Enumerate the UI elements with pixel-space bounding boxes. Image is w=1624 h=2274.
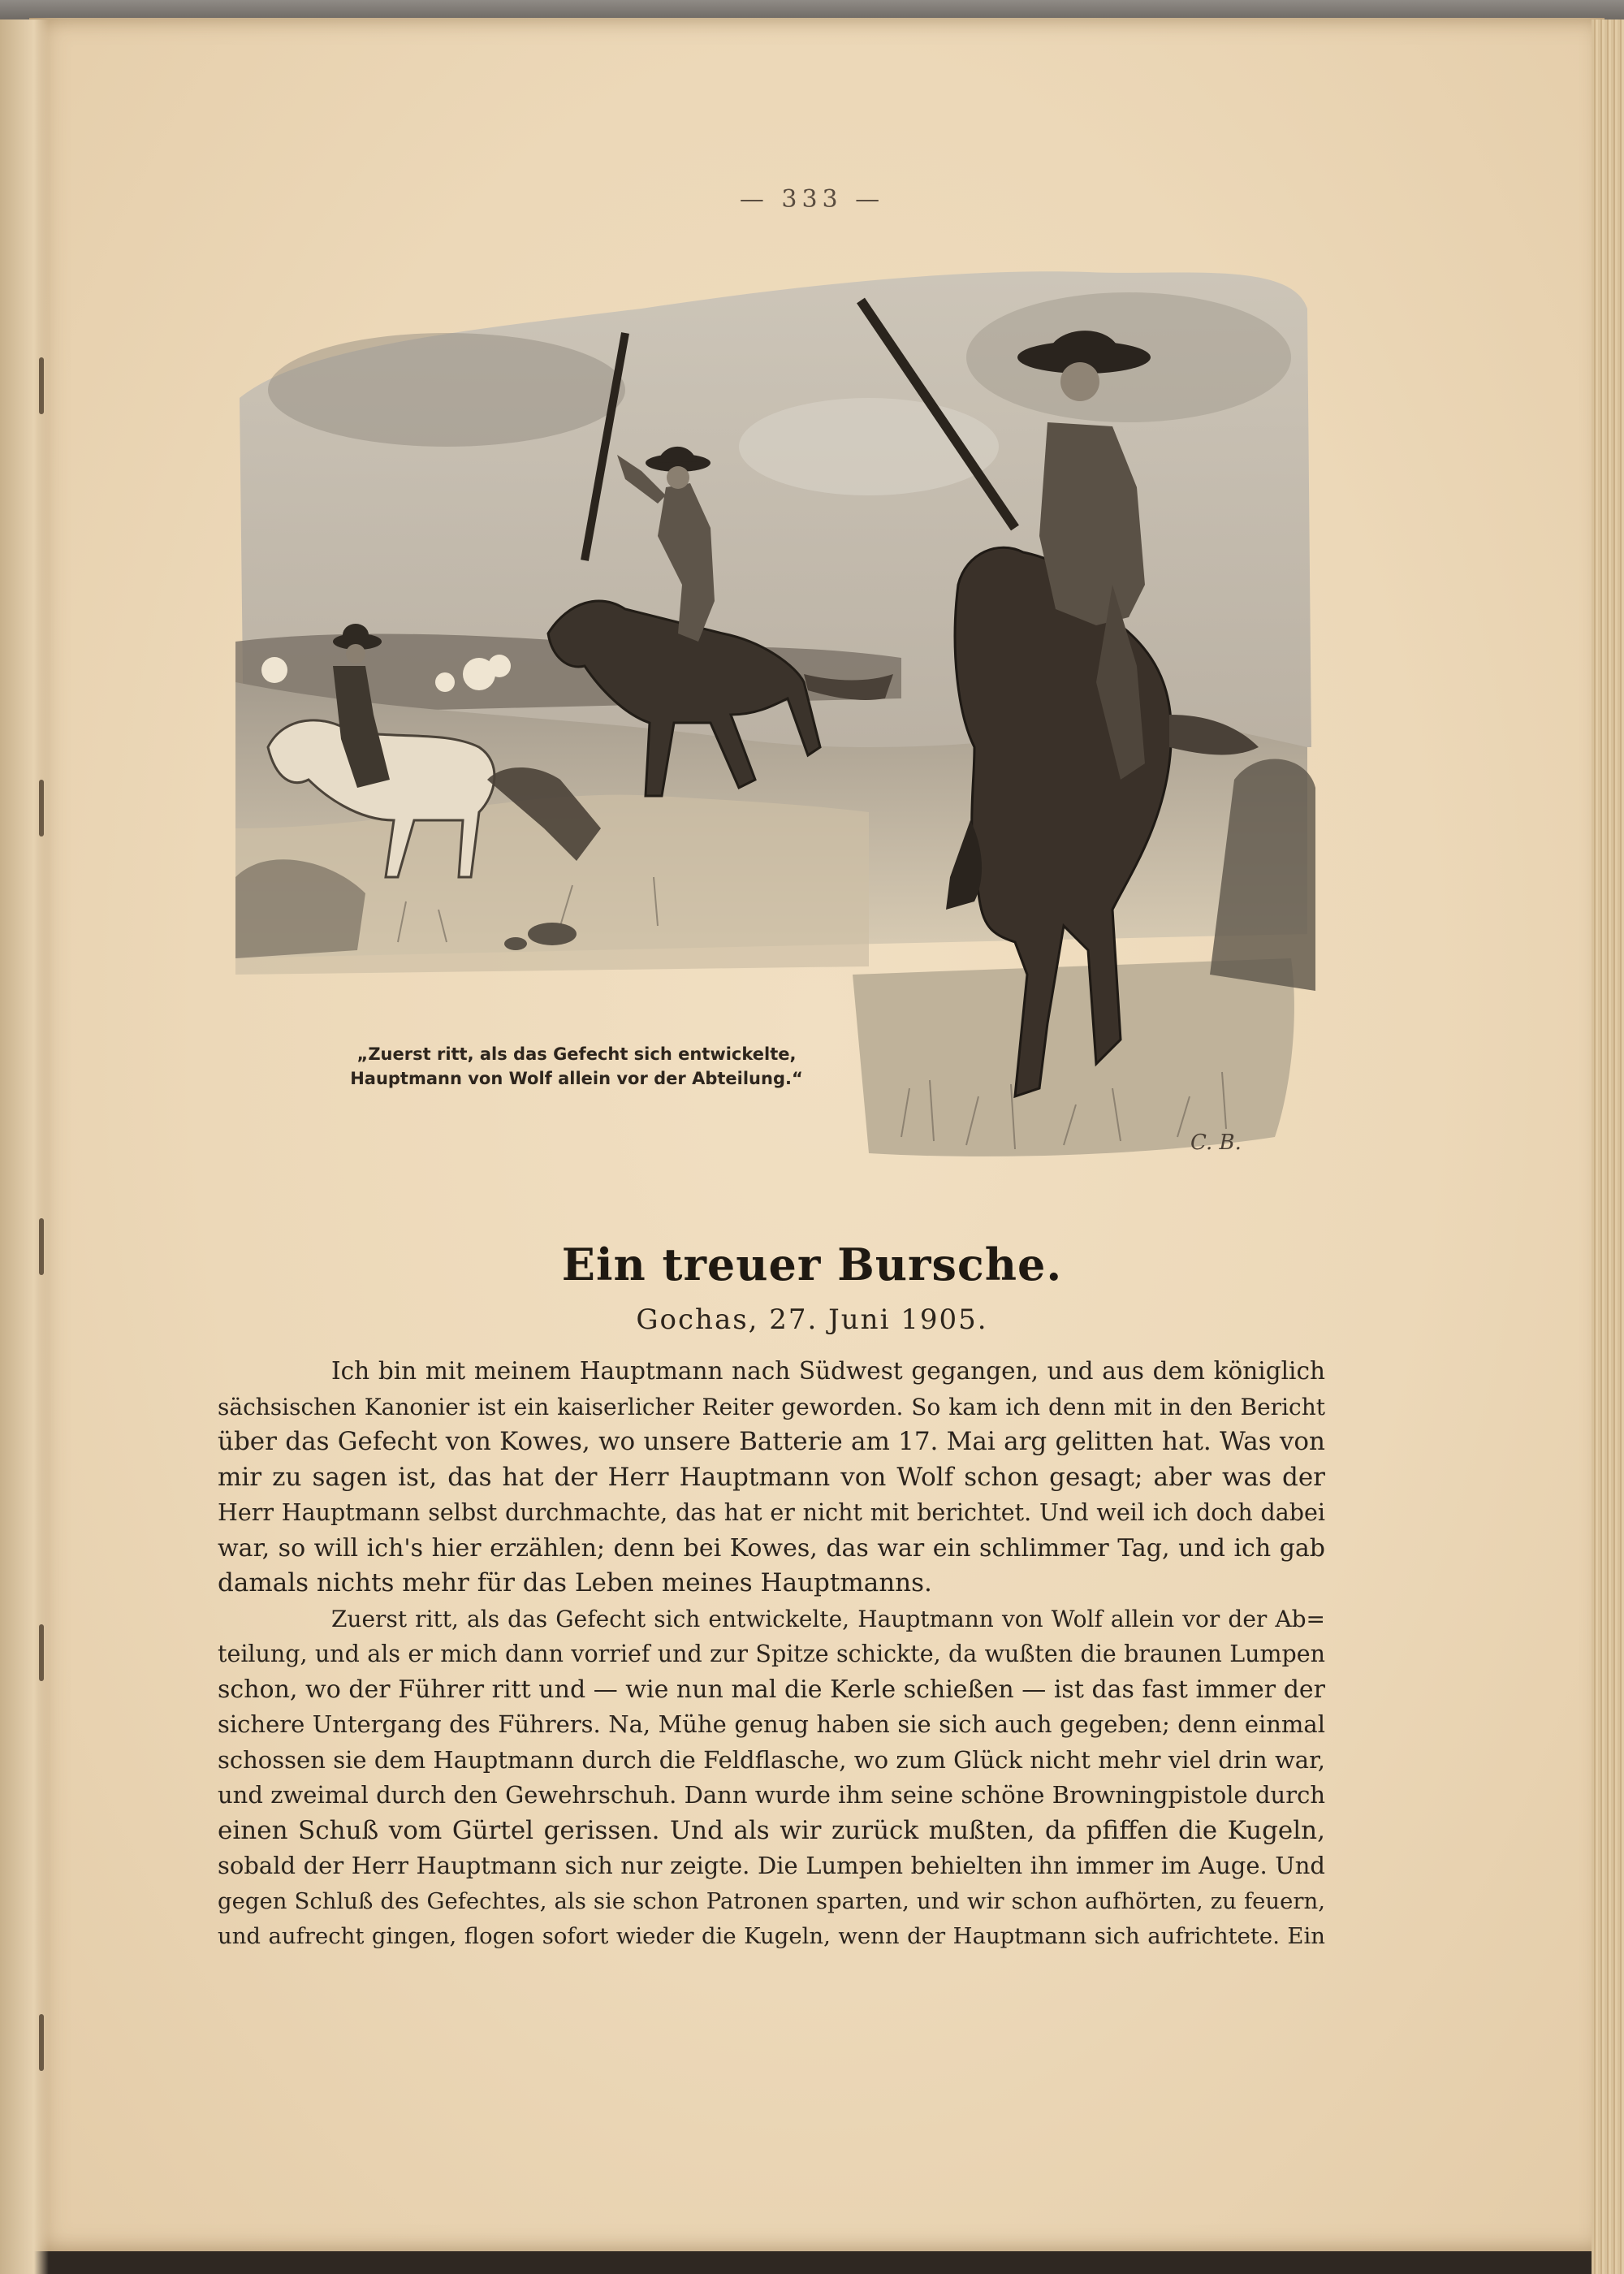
text-line: Herr Hauptmann selbst durchmachte, das hat er nicht mit berichtet. Und weil ich doch dabei (218, 1499, 1325, 1526)
binding-mark (39, 2014, 44, 2071)
page-edges (1592, 19, 1624, 2274)
text-line: schon, wo der Führer ritt und — wie nun mal die Kerle schießen — ist das fast immer der (218, 1675, 1325, 1704)
article-body (218, 1354, 1325, 1955)
page-number: — 333 — (739, 185, 885, 214)
caption-line: Hauptmann von Wolf allein vor der Abteilung.“ (350, 1069, 803, 1088)
binding-mark (39, 1624, 44, 1681)
article-dateline: Gochas, 27. Juni 1905. (636, 1303, 988, 1336)
text-line: sichere Untergang des Führers. Na, Mühe genug haben sie sich auch gegeben; denn einmal (218, 1710, 1325, 1738)
illustration-cavalry (235, 260, 1324, 1178)
illustration-drawing (235, 260, 1324, 1178)
text-line: sächsischen Kanonier ist ein kaiserlicher Reiter geworden. So kam ich denn mit in den Bericht (218, 1393, 1325, 1420)
text-line: gegen Schluß des Gefechtes, als sie schon Patronen sparten, und wir schon aufhörten, zu feuern, (218, 1887, 1325, 1914)
text-line: mir zu sagen ist, das hat der Herr Hauptmann von Wolf schon gesagt; aber was der (218, 1462, 1325, 1492)
text-line: über das Gefecht von Kowes, wo unsere Batterie am 17. Mai arg gelitten hat. Was von (218, 1427, 1325, 1456)
artist-signature: C. B. (1190, 1131, 1242, 1155)
binding-mark (39, 780, 44, 837)
text-line: sobald der Herr Hauptmann sich nur zeigte. Die Lumpen behielten ihn immer im Auge. Und (218, 1852, 1325, 1879)
text-line: einen Schuß vom Gürtel gerissen. Und als wir zurück mußten, da pfiffen die Kugeln, (218, 1815, 1325, 1845)
illustration-caption (292, 1042, 861, 1091)
binding-mark (39, 357, 44, 414)
text-line: damals nichts mehr für das Leben meines Hauptmanns. (218, 1568, 932, 1597)
text-line: und aufrecht gingen, flogen sofort wieder die Kugeln, wenn der Hauptmann sich aufrichtete. Ein (218, 1923, 1325, 1949)
caption-line: „Zuerst ritt, als das Gefecht sich entwickelte, (356, 1044, 797, 1064)
text-line: schossen sie dem Hauptmann durch die Feldflasche, wo zum Glück nicht mehr viel drin war, (218, 1745, 1325, 1774)
text-line: teilung, und als er mich dann vorrief und zur Spitze schickte, da wußten die braunen Lumpen (218, 1641, 1325, 1667)
text-line: und zweimal durch den Gewehrschuh. Dann wurde ihm seine schöne Browningpistole durch (218, 1781, 1325, 1809)
text-line: Ich bin mit meinem Hauptmann nach Südwest gegangen, und aus dem königlich (331, 1357, 1325, 1385)
text-line: Zuerst ritt, als das Gefecht sich entwickelte, Hauptmann von Wolf allein vor der Ab= (331, 1605, 1325, 1632)
book-binding-top (0, 0, 1624, 19)
article-title: Ein treuer Bursche. (561, 1239, 1063, 1290)
text-line: war, so will ich's hier erzählen; denn bei Kowes, das war ein schlimmer Tag, und ich gab (218, 1533, 1325, 1563)
